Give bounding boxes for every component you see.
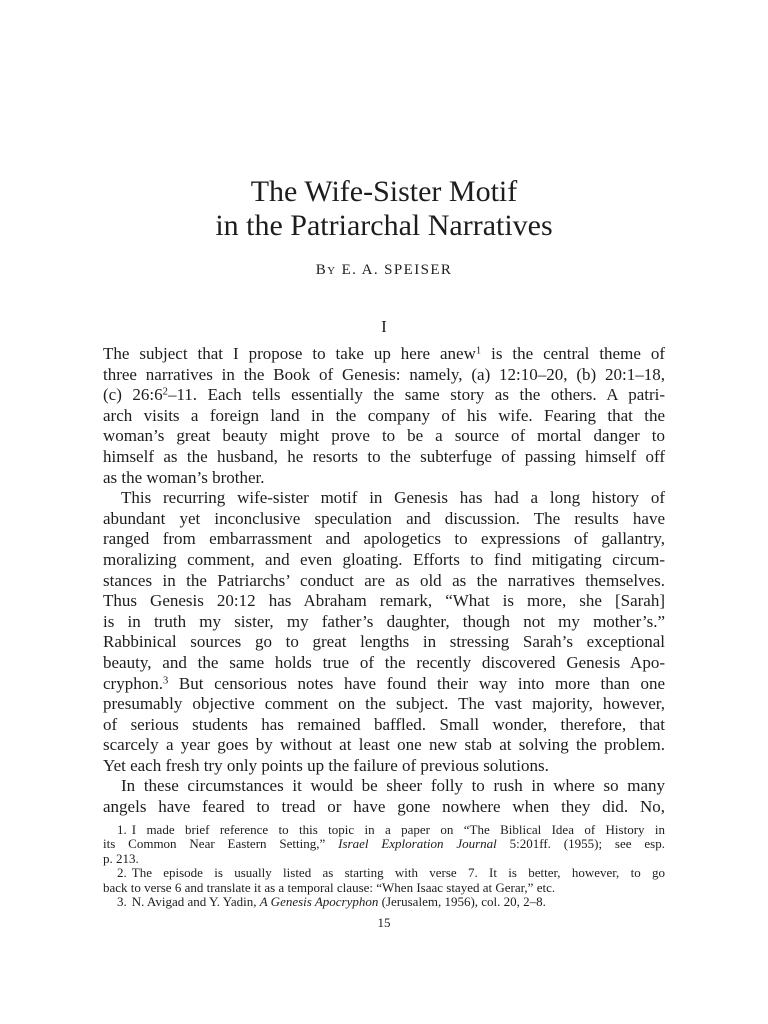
footnote-line <box>103 881 665 895</box>
text-run: In these circumstances it would be sheer folly to rush in where so many <box>121 776 665 796</box>
text-run: back to verse 6 and translate it as a temporal clause: “When Isaac stayed at Gerar,” etc. <box>103 879 556 895</box>
text-run: woman’s great beauty might prove to be a source of mortal danger to <box>103 426 665 446</box>
body-paragraph <box>103 488 665 776</box>
text-run: presumably objective comment on the subject. The vast majority, however, <box>103 694 665 714</box>
text-run: beauty, and the same holds true of the recently discovered Genesis Apo- <box>103 652 665 672</box>
italic-title: A Genesis Apocryphon <box>259 894 379 910</box>
text-line <box>103 797 665 818</box>
title-line: in the Patriarchal Narratives <box>215 209 553 242</box>
text-run: of serious students has remained baffled. Small wonder, therefore, that <box>103 714 665 734</box>
body-paragraph <box>103 776 665 817</box>
text-line <box>103 385 665 406</box>
text-run: But censorious notes have found their way into more than one <box>168 673 665 693</box>
text-line <box>103 715 665 736</box>
text-run: (c) 26:6 <box>103 385 163 405</box>
text-line <box>103 344 665 365</box>
text-run: N. Avigad and Y. Yadin, <box>131 894 260 910</box>
text-run: arch visits a foreign land in the company of his wife. Fearing that the <box>103 405 665 425</box>
text-run: stances in the Patriarchs’ conduct are as old as the narratives themselves. <box>103 570 665 590</box>
footnote-number: 1. <box>117 822 127 837</box>
article-body <box>103 344 665 818</box>
footnote-line <box>103 837 665 851</box>
text-line <box>103 426 665 447</box>
footnote-line <box>103 852 665 866</box>
footnote-number: 3. <box>117 894 127 910</box>
text-run: its Common Near Eastern Setting,” <box>103 836 339 852</box>
text-line <box>103 674 665 695</box>
text-run: (Jerusalem, 1956), col. 20, 2–8. <box>378 894 546 910</box>
text-run: –11. Each tells essentially the same story as the others. A patri- <box>167 385 666 405</box>
text-line <box>103 612 665 633</box>
text-run: 5:201ff. (1955); see esp. <box>496 836 665 852</box>
text-line <box>103 653 665 674</box>
text-line <box>103 365 665 386</box>
text-run: The subject that I propose to take up here anew <box>103 344 476 363</box>
text-run: angels have feared to tread or have gone nowhere when they did. No, <box>103 797 665 817</box>
footnote <box>103 823 665 866</box>
text-run: The episode is usually listed as starting with verse 7. It is better, however, to go <box>131 865 665 881</box>
footnote-reference: 3 <box>162 675 169 687</box>
footnote-line <box>103 823 665 837</box>
article-title <box>0 175 768 243</box>
text-run: three narratives in the Book of Genesis: namely, (a) 12:10–20, (b) 20:1–18, <box>103 364 665 384</box>
text-run: cryphon. <box>103 673 163 693</box>
footnote-reference: 2 <box>162 386 168 398</box>
text-run: is in truth my sister, my father’s daughter, though not my mother’s.” <box>103 611 665 631</box>
text-line <box>103 776 665 797</box>
text-line <box>103 591 665 612</box>
text-line <box>103 735 665 756</box>
text-line <box>103 550 665 571</box>
page-number: 15 <box>377 915 391 930</box>
footnotes <box>103 823 665 909</box>
footnote-number: 2. <box>117 865 127 881</box>
text-run: abundant yet inconclusive speculation and discussion. The results have <box>103 508 665 528</box>
text-run: is the central theme of <box>481 344 665 363</box>
text-line <box>103 406 665 427</box>
text-line <box>103 468 665 489</box>
title-line: The Wife-Sister Motif <box>250 175 518 208</box>
footnote-reference: 1 <box>475 345 482 357</box>
text-run: Yet each fresh try only points up the failure of previous solutions. <box>103 755 549 775</box>
text-line <box>103 694 665 715</box>
text-run: This recurring wife-sister motif in Genesis has had a long history of <box>121 488 665 508</box>
footnote-line <box>103 866 665 880</box>
text-line <box>103 756 665 777</box>
text-run: as the woman’s brother. <box>103 467 265 487</box>
italic-title: Israel Exploration Journal <box>338 836 497 852</box>
text-run: I made brief reference to this topic in a paper on “The Biblical Idea of History in <box>131 822 665 837</box>
footnote <box>103 895 665 909</box>
text-run: moralizing comment, and even gloating. Efforts to find mitigating circum- <box>103 549 665 569</box>
text-line <box>103 447 665 468</box>
text-run: ranged from embarrassment and apologetics to expressions of gallantry, <box>103 529 665 549</box>
text-run: scarcely a year goes by without at least one new stab at solving the problem. <box>103 735 665 755</box>
body-paragraph <box>103 344 665 488</box>
text-run: p. 213. <box>103 850 139 866</box>
text-run: Thus Genesis 20:12 has Abraham remark, “What is more, she [Sarah] <box>103 591 665 611</box>
author-byline: By E. A. SPEISER <box>315 262 453 278</box>
footnote-line <box>103 895 665 909</box>
text-run: himself as the husband, he resorts to the subterfuge of passing himself off <box>103 446 665 466</box>
text-run: Rabbinical sources go to great lengths in stressing Sarah’s exceptional <box>103 632 665 652</box>
text-line <box>103 488 665 509</box>
text-line <box>103 529 665 550</box>
text-line <box>103 571 665 592</box>
section-number: I <box>381 317 387 336</box>
text-line <box>103 632 665 653</box>
footnote <box>103 866 665 895</box>
text-line <box>103 509 665 530</box>
